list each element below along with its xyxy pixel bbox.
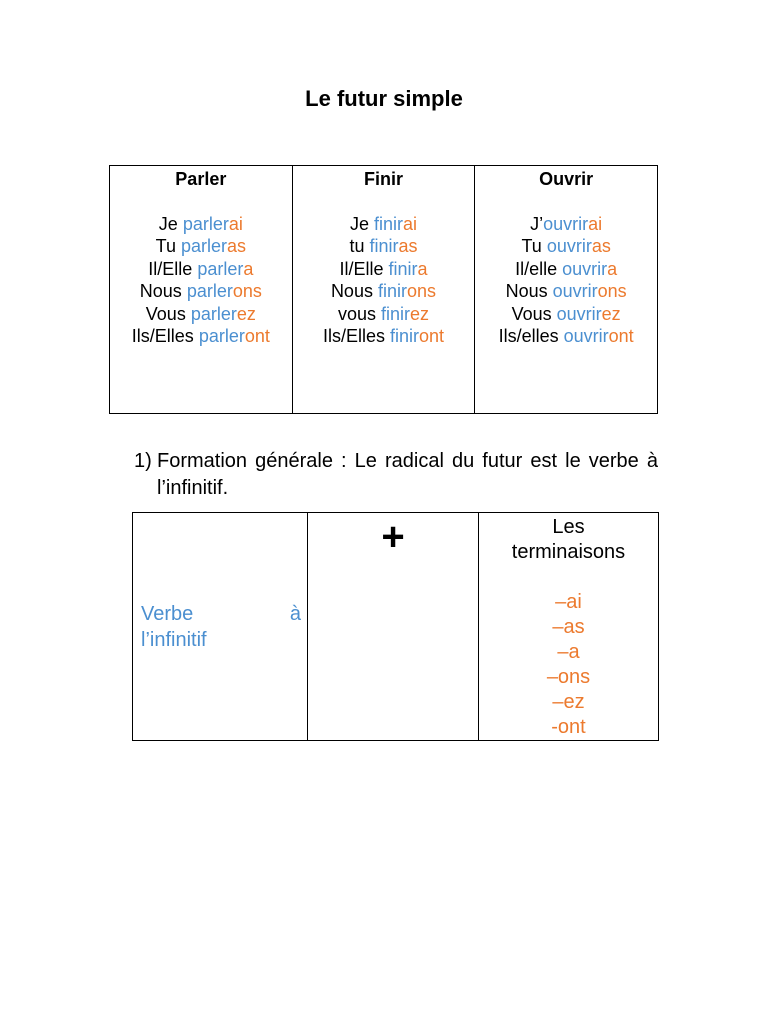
conjugation-line <box>114 213 288 236</box>
infinitive-word: à <box>289 602 301 625</box>
pronoun: Il/Elle <box>339 258 389 279</box>
pronoun: Nous <box>505 281 553 301</box>
ending-item: –a <box>557 641 580 663</box>
verb-ending: ont <box>244 326 270 346</box>
infinitive-cell <box>133 513 308 741</box>
verb-stem: parler <box>190 303 237 324</box>
verb-ending: a <box>243 258 254 279</box>
ending-item: –as <box>552 616 585 638</box>
pronoun: Il/elle <box>515 258 563 279</box>
verb-stem: finir <box>377 281 407 301</box>
rule-text: Formation générale : Le radical du futur est le verbe à l’infinitif. <box>157 450 658 499</box>
infinitive-word: Verbe <box>141 602 194 625</box>
conjugation-line <box>297 280 471 303</box>
pronoun: Je <box>349 213 374 234</box>
conjugation-column-ouvrir <box>475 166 658 414</box>
pronoun: Vous <box>511 303 557 324</box>
verb-stem: parler <box>182 213 229 234</box>
pronoun: Nous <box>330 281 378 301</box>
pronoun: J’ <box>530 213 544 234</box>
pronoun: vous <box>337 303 381 324</box>
pronoun: Je <box>158 213 183 234</box>
verb-stem: ouvrir <box>552 281 598 301</box>
verb-ending: ez <box>410 303 430 324</box>
pronoun: Ils/Elles <box>131 326 199 346</box>
verb-stem: parler <box>180 236 227 256</box>
conjugation-line <box>297 213 471 236</box>
verb-stem: ouvrir <box>543 213 589 234</box>
verb-ending: ons <box>406 281 437 301</box>
verb-ending: ez <box>601 303 621 324</box>
terminations-title: Les <box>552 516 585 538</box>
verb-header: Finir <box>363 169 403 189</box>
ending-item: -ont <box>551 716 586 738</box>
verb-ending: ont <box>418 326 445 346</box>
verb-ending: ai <box>402 213 417 234</box>
verb-ending: as <box>227 236 247 256</box>
conjugation-line <box>479 213 653 236</box>
formation-table <box>132 512 659 741</box>
conjugation-line <box>479 258 653 281</box>
verb-ending: a <box>607 258 618 279</box>
conjugation-line <box>297 325 471 348</box>
ending-item: –ons <box>546 666 591 688</box>
ending-item: –ez <box>552 691 585 713</box>
plus-sign: + <box>381 515 405 559</box>
pronoun: Ils/Elles <box>322 326 390 346</box>
verb-stem: finir <box>388 258 418 279</box>
verb-ending: ai <box>228 213 243 234</box>
conjugation-line <box>114 258 288 281</box>
conjugation-line <box>114 325 288 348</box>
verb-stem: ouvrir <box>563 326 609 346</box>
infinitive-line: l’infinitif <box>141 628 207 651</box>
conjugation-line <box>297 235 471 258</box>
formation-rule <box>134 448 658 502</box>
conjugation-line <box>479 235 653 258</box>
verb-ending: a <box>417 258 428 279</box>
verb-header: Ouvrir <box>539 169 594 189</box>
terminations-title: terminaisons <box>511 541 626 563</box>
conjugation-column-parler <box>110 166 293 414</box>
verb-ending: ez <box>236 303 256 324</box>
infinitive-line <box>141 601 301 627</box>
conjugation-table <box>109 165 658 414</box>
conjugation-line <box>479 303 653 326</box>
conjugation-line <box>297 258 471 281</box>
verb-ending: as <box>398 236 418 256</box>
verb-stem: finir <box>373 213 403 234</box>
verb-ending: ont <box>608 326 634 346</box>
conjugation-line <box>479 325 653 348</box>
verb-ending: ons <box>232 281 262 301</box>
verb-stem: ouvrir <box>556 303 602 324</box>
verb-ending: ai <box>588 213 603 234</box>
plus-cell <box>308 513 479 741</box>
pronoun: Ils/elles <box>498 326 564 346</box>
verb-ending: as <box>591 236 611 256</box>
pronoun: tu <box>349 236 370 256</box>
conjugation-column-finir <box>292 166 475 414</box>
conjugation-line <box>114 235 288 258</box>
conjugation-line <box>297 303 471 326</box>
verb-stem: parler <box>197 258 244 279</box>
pronoun: Nous <box>139 281 187 301</box>
page-title: Le futur simple <box>305 86 463 111</box>
terminations-cell <box>479 513 659 741</box>
conjugation-line <box>114 303 288 326</box>
pronoun: Tu <box>155 236 181 256</box>
verb-stem: parler <box>198 326 245 346</box>
verb-stem: finir <box>389 326 419 346</box>
verb-stem: ouvrir <box>562 258 608 279</box>
spacer <box>479 565 658 590</box>
verb-stem: finir <box>380 303 410 324</box>
ending-item: –ai <box>555 591 582 613</box>
verb-stem: ouvrir <box>546 236 592 256</box>
conjugation-line <box>479 280 653 303</box>
verb-header: Parler <box>175 169 227 189</box>
verb-stem: parler <box>186 281 233 301</box>
pronoun: Vous <box>145 303 191 324</box>
pronoun: Il/Elle <box>148 258 198 279</box>
conjugation-line <box>114 280 288 303</box>
verb-ending: ons <box>597 281 627 301</box>
verb-stem: finir <box>369 236 399 256</box>
rule-number: 1) <box>134 450 152 472</box>
pronoun: Tu <box>521 236 547 256</box>
